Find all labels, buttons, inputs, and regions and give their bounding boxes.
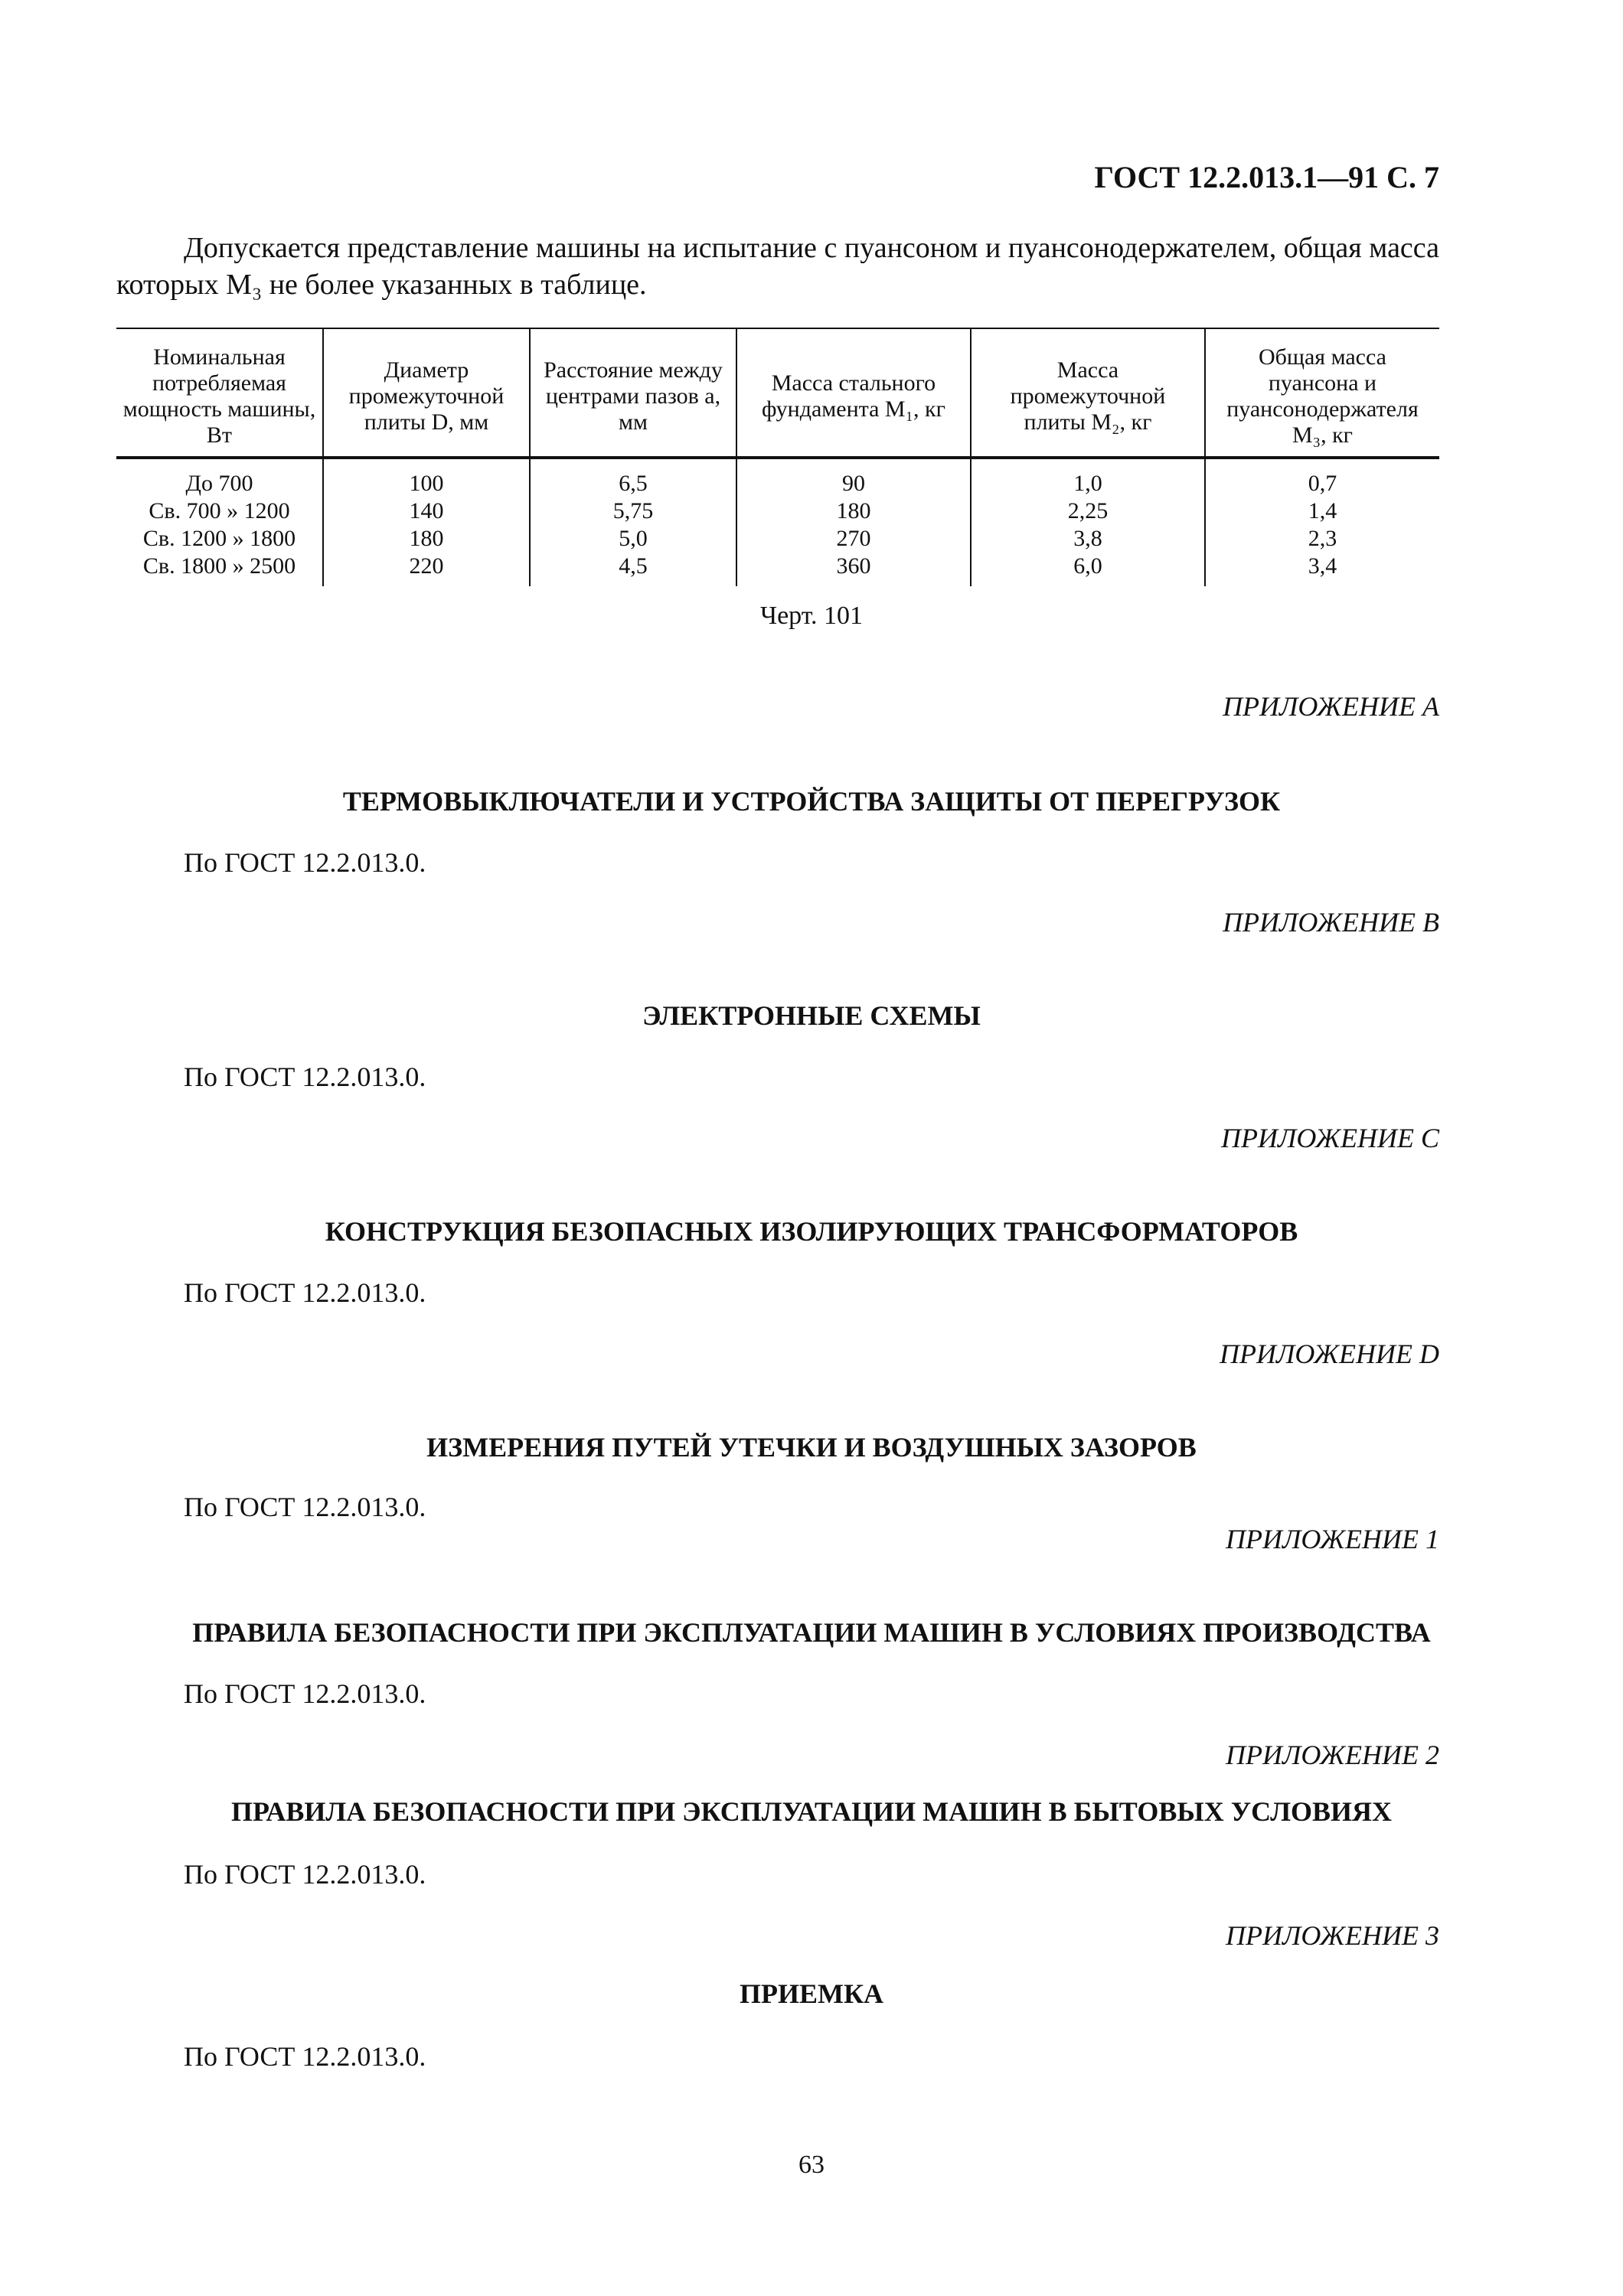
appendix-text: По ГОСТ 12.2.013.0. bbox=[184, 2041, 426, 2072]
appendix-label: ПРИЛОЖЕНИЕ A bbox=[1223, 691, 1439, 722]
appendix-label: ПРИЛОЖЕНИЕ C bbox=[1221, 1123, 1439, 1153]
appendix-title: ИЗМЕРЕНИЯ ПУТЕЙ УТЕЧКИ И ВОЗДУШНЫХ ЗАЗОРОВ bbox=[426, 1432, 1197, 1463]
appendix-label: ПРИЛОЖЕНИЕ 1 bbox=[1226, 1524, 1439, 1554]
appendix-text: По ГОСТ 12.2.013.0. bbox=[184, 1859, 426, 1890]
appendix-label: ПРИЛОЖЕНИЕ 2 bbox=[1226, 1740, 1439, 1770]
table-cell: 0,7 bbox=[1205, 458, 1439, 497]
table-row bbox=[116, 458, 1439, 497]
table-cell: 3,8 bbox=[971, 525, 1205, 553]
table-cell: Св. 1800 » 2500 bbox=[142, 553, 296, 579]
appendix-text: По ГОСТ 12.2.013.0. bbox=[184, 1277, 426, 1308]
document-header: ГОСТ 12.2.013.1—91 С. 7 bbox=[1094, 160, 1439, 194]
table-cell: 180 bbox=[736, 497, 971, 525]
table-cell: Св. 700 » 1200 bbox=[149, 498, 290, 523]
column-header: Номинальная потребляемая мощность машины, Вт bbox=[116, 328, 323, 458]
table-cell: 4,5 bbox=[530, 553, 736, 586]
table-row bbox=[116, 497, 1439, 525]
table-cell: 5,75 bbox=[530, 497, 736, 525]
table-cell: 1,4 bbox=[1205, 497, 1439, 525]
table-cell: 180 bbox=[323, 525, 530, 553]
appendix-title: КОНСТРУКЦИЯ БЕЗОПАСНЫХ ИЗОЛИРУЮЩИХ ТРАНСФОРМАТОРОВ bbox=[325, 1216, 1298, 1247]
column-header: Диаметр промежуточной плиты D, мм bbox=[323, 328, 530, 458]
column-header: Расстояние между центрами пазов a, мм bbox=[530, 328, 736, 458]
table-header-row bbox=[116, 328, 1439, 458]
appendix-text: По ГОСТ 12.2.013.0. bbox=[184, 847, 426, 878]
table-cell: 6,5 bbox=[530, 458, 736, 497]
table-cell: 90 bbox=[736, 458, 971, 497]
appendix-text: По ГОСТ 12.2.013.0. bbox=[184, 1062, 426, 1092]
table-cell: До 700 bbox=[185, 471, 253, 496]
appendix-label: ПРИЛОЖЕНИЕ B bbox=[1223, 907, 1439, 938]
table-cell: 5,0 bbox=[530, 525, 736, 553]
column-header: Масса стального фундамента M₁, кг bbox=[736, 328, 971, 458]
table-cell: 6,0 bbox=[971, 553, 1205, 586]
appendix-title: ТЕРМОВЫКЛЮЧАТЕЛИ И УСТРОЙСТВА ЗАЩИТЫ ОТ ПЕРЕГРУЗОК bbox=[342, 786, 1281, 817]
table-cell: 220 bbox=[323, 553, 530, 586]
table-cell: 2,3 bbox=[1205, 525, 1439, 553]
table-cell: 3,4 bbox=[1205, 553, 1439, 586]
appendix-text: По ГОСТ 12.2.013.0. bbox=[184, 1678, 426, 1709]
appendix-title: ПРАВИЛА БЕЗОПАСНОСТИ ПРИ ЭКСПЛУАТАЦИИ МАШИН В БЫТОВЫХ УСЛОВИЯХ bbox=[230, 1796, 1393, 1827]
table-cell: 360 bbox=[736, 553, 971, 586]
appendix-label: ПРИЛОЖЕНИЕ D bbox=[1220, 1339, 1439, 1369]
appendix-label: ПРИЛОЖЕНИЕ 3 bbox=[1226, 1920, 1439, 1951]
appendix-title: ПРАВИЛА БЕЗОПАСНОСТИ ПРИ ЭКСПЛУАТАЦИИ МАШИН В УСЛОВИЯХ ПРОИЗВОДСТВА bbox=[192, 1617, 1431, 1648]
table-cell: 2,25 bbox=[971, 497, 1205, 525]
table-row bbox=[116, 553, 1439, 586]
table-cell: Св. 1200 » 1800 bbox=[142, 526, 296, 551]
appendix-title: ЭЛЕКТРОННЫЕ СХЕМЫ bbox=[642, 1000, 981, 1031]
column-header: Общая масса пуансона и пуансонодержателя M₃, кг bbox=[1205, 328, 1439, 458]
table-row bbox=[116, 525, 1439, 553]
table-cell: 140 bbox=[323, 497, 530, 525]
appendix-text: По ГОСТ 12.2.013.0. bbox=[184, 1492, 426, 1522]
table-cell: 100 bbox=[323, 458, 530, 497]
appendix-title: ПРИЕМКА bbox=[739, 1978, 884, 2009]
table-cell: 270 bbox=[736, 525, 971, 553]
page-number: 63 bbox=[798, 2151, 825, 2179]
table-cell: 1,0 bbox=[971, 458, 1205, 497]
column-header: Масса промежуточной плиты M₂, кг bbox=[971, 328, 1205, 458]
intro-paragraph: Допускается представление машины на испытание с пуансоном и пуансонодержателем, общая масса которых M₃ не более указанных в таблице. bbox=[116, 232, 1439, 301]
data-table bbox=[116, 328, 1439, 586]
figure-caption: Черт. 101 bbox=[759, 602, 864, 630]
